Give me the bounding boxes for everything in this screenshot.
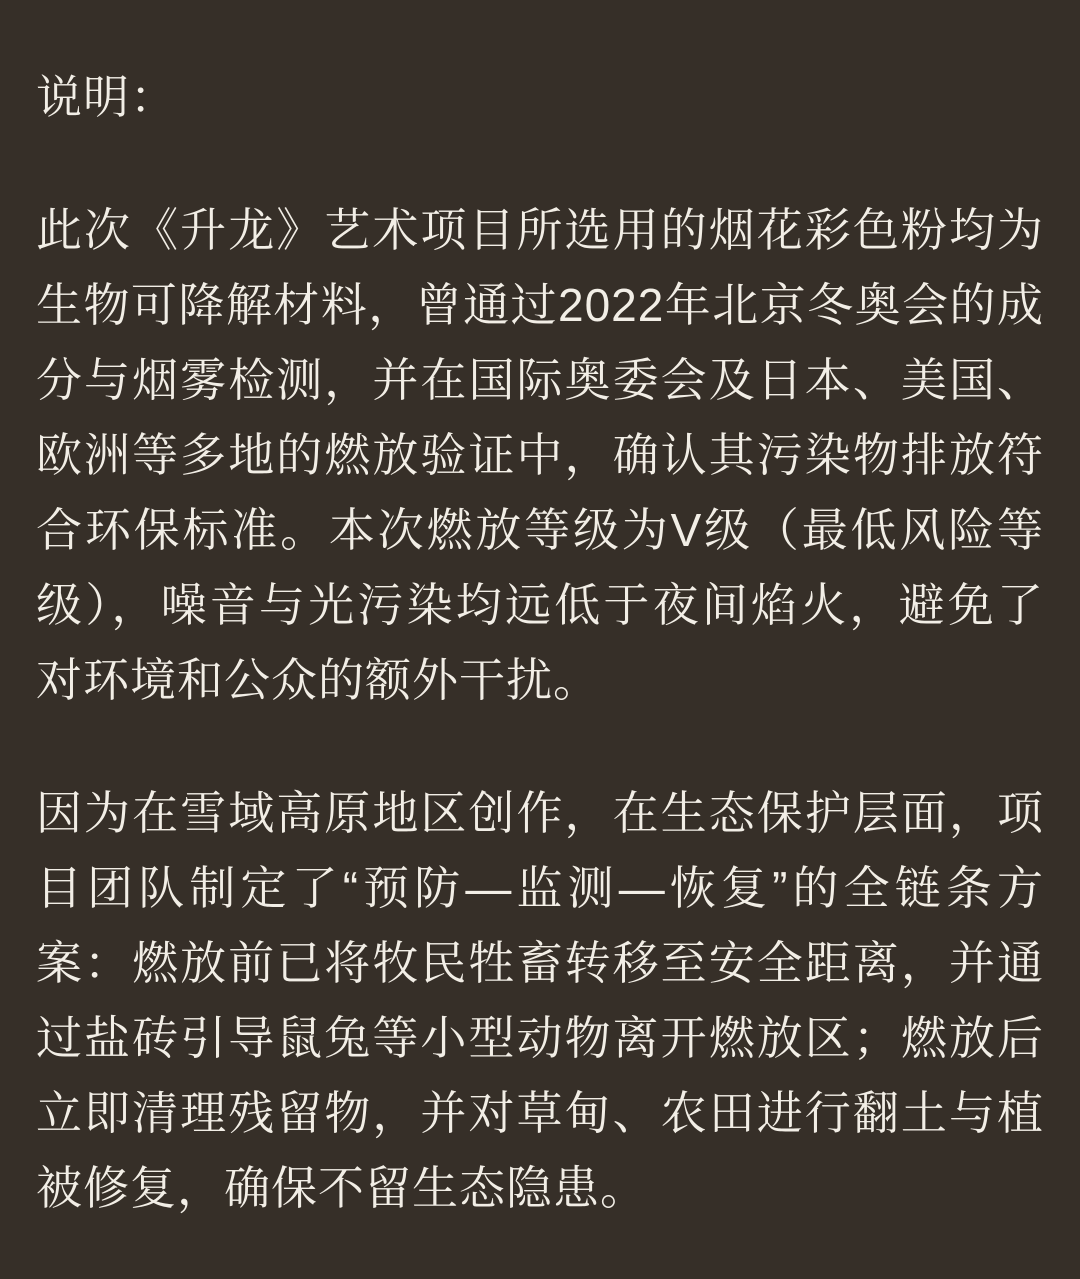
text-line: 对环境和公众的额外干扰。 <box>36 654 600 706</box>
paragraph-ecology <box>36 776 1044 1226</box>
text-line: 合环保标准。本次燃放等级为V级（最低风险等 <box>36 504 1044 556</box>
text-line: 生物可降解材料，曾通过2022年北京冬奥会的成 <box>36 279 1044 331</box>
text-line: 因为在雪域高原地区创作，在生态保护层面，项 <box>36 787 1044 839</box>
text-line: 立即清理残留物，并对草甸、农田进行翻土与植 <box>36 1087 1044 1139</box>
text-line: 分与烟雾检测，并在国际奥委会及日本、美国、 <box>36 354 1044 406</box>
text-line: 欧洲等多地的燃放验证中，确认其污染物排放符 <box>36 429 1044 481</box>
paragraph-materials <box>36 193 1044 718</box>
text-line: 被修复，确保不留生态隐患。 <box>36 1162 647 1214</box>
note-heading: 说明： <box>36 71 177 123</box>
text-line: 目团队制定了“预防—监测—恢复”的全链条方 <box>36 862 1044 914</box>
text-line: 此次《升龙》艺术项目所选用的烟花彩色粉均为 <box>36 204 1044 256</box>
text-line: 过盐砖引导鼠兔等小型动物离开燃放区；燃放后 <box>36 1012 1044 1064</box>
text-line: 级），噪音与光污染均远低于夜间焰火，避免了 <box>36 579 1044 631</box>
text-line: 案：燃放前已将牧民牲畜转移至安全距离，并通 <box>36 937 1044 989</box>
